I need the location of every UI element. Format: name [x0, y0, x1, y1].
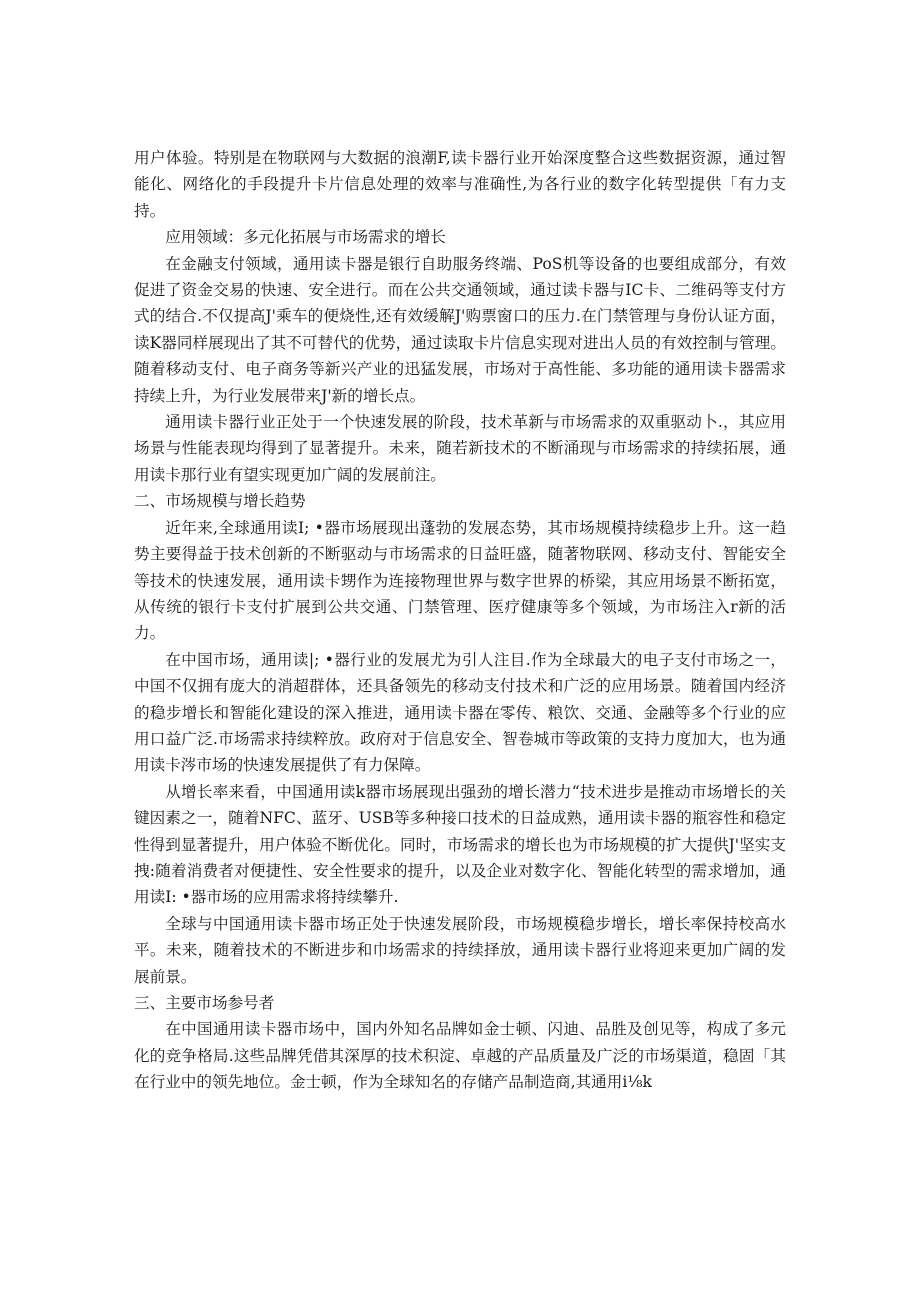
- paragraph-summary: 全球与中国通用读卡器市场正处于快速发展阶段，市场规模稳步增长，增长率保持校高水平。未来，随着技术的不断进步和巾场需求的持续择放，通用读卡器行业将迎来更加广阔的发展前景。: [134, 914, 786, 986]
- paragraph-china-market: 在中国市场，通用读|; •器行业的发展尤为引人注目.作为全球最大的电子支付市场之一，中国不仅拥有庞大的消超群体，还具备领先的移动支付技术和广泛的应用场景。随着国内经济的稳步增长和智能化建设的深入推进，通用读卡器在零传、粮饮、交通、金融等多个行业的应用口益广泛.市场需求持续粹放。政府对于信息安全、智卷城市等政策的支持力度加大，也为通用读卡涔市场的快速发展提供了有力保障。: [134, 650, 786, 775]
- section-heading-market-size: 二、市场规模与增长趋势: [134, 492, 306, 511]
- paragraph-global-market: 近年来,全球通用读I; •器市场展现出蓬勃的发展态势，其市场规模持续稳步上升。这一趋势主要得益于技术创新的不断驱动与市场需求的日益旺盛，随著物联网、移动支付、智能安全等技术的快速发展，通用读卡甥作为连接物理世界与数字世界的桥梁，其应用场景不断拓宽，从传统的银行卡支付扩展到公共交通、门禁管理、医疗健康等多个领域，为市场注入r新的活力。: [134, 518, 786, 643]
- paragraph-industry-outlook: 通用读卡器行业正处于一个快速发展的阶段，技术革新与市场需求的双重驱动卜.，其应用场景与性能表现均得到了显著提升。未来，随若新技术的不断涌现与市场需求的持续拓展，通用读卡那行业有望实现更加广阔的发展前注。: [134, 413, 786, 484]
- paragraph-finance-transport: 在金融支付领域，通用读卡器是银行自助服务终端、PoS机等设备的也要组成部分，有效促进了资金交易的快速、安全进行。而在公共交通领域，通过读卡器与IC卡、二维码等支付方式的结合.不仅提高J'乘车的便烧性,还有效缓解J'购票窗口的压力.在门禁管理与身份认证方面，读K器同样展现出了其不可替代的优势，通过读取卡片信息实现对进出人员的有效控制与管理。随着移动支付、电子商务等新兴产业的迅猛发展，市场对于高性能、多功能的通用读卡器需求持续上升，为行业发展带来J'新的增长点。: [134, 254, 786, 405]
- section-subheading-application: 应用领域：多元化拓展与市场需求的增长: [165, 228, 446, 247]
- paragraph-continuation: 用户体验。特别是在物联网与大数据的浪潮F,读卡器行业开始深度整合这些数据资源，通过智能化、网络化的手段提升卡片信息处理的效率与准确性,为各行业的数字化转型提供「有力支持。: [134, 149, 786, 220]
- document-page: [134, 145, 786, 1096]
- section-heading-market-players: 三、主要市场参号者: [134, 994, 275, 1012]
- paragraph-growth-rate: 从增长率来看，中国通用读k器市场展现出强劲的增长潜力“技术进步是推动市场增长的关键因素之一，随着NFC、蓝牙、USB等多种接口技术的日益成熟，通用读卡器的瓶容性和稳定性得到显著提升，用户体验不断优化。同时，市场需求的增长也为市场规模的扩大提供J'坚实支拽:随着消费者对便捷性、安全性要求的提升，以及企业对数字化、智能化转型的需求增加，通用读I: •器市场的应用需求将持续攀升.: [134, 782, 786, 907]
- paragraph-brands: 在中国通用读卡器市场中，国内外知名品牌如金士顿、闪迪、品胜及创见等，构成了多元化的竞争格局.这些品牌凭借其深厚的技术积淀、卓越的产品质量及广泛的市场渠道，稳固「其在行业中的领先地位。金士顿，作为全球知名的存储产品制造商,其通用i⅛k: [134, 1020, 786, 1092]
